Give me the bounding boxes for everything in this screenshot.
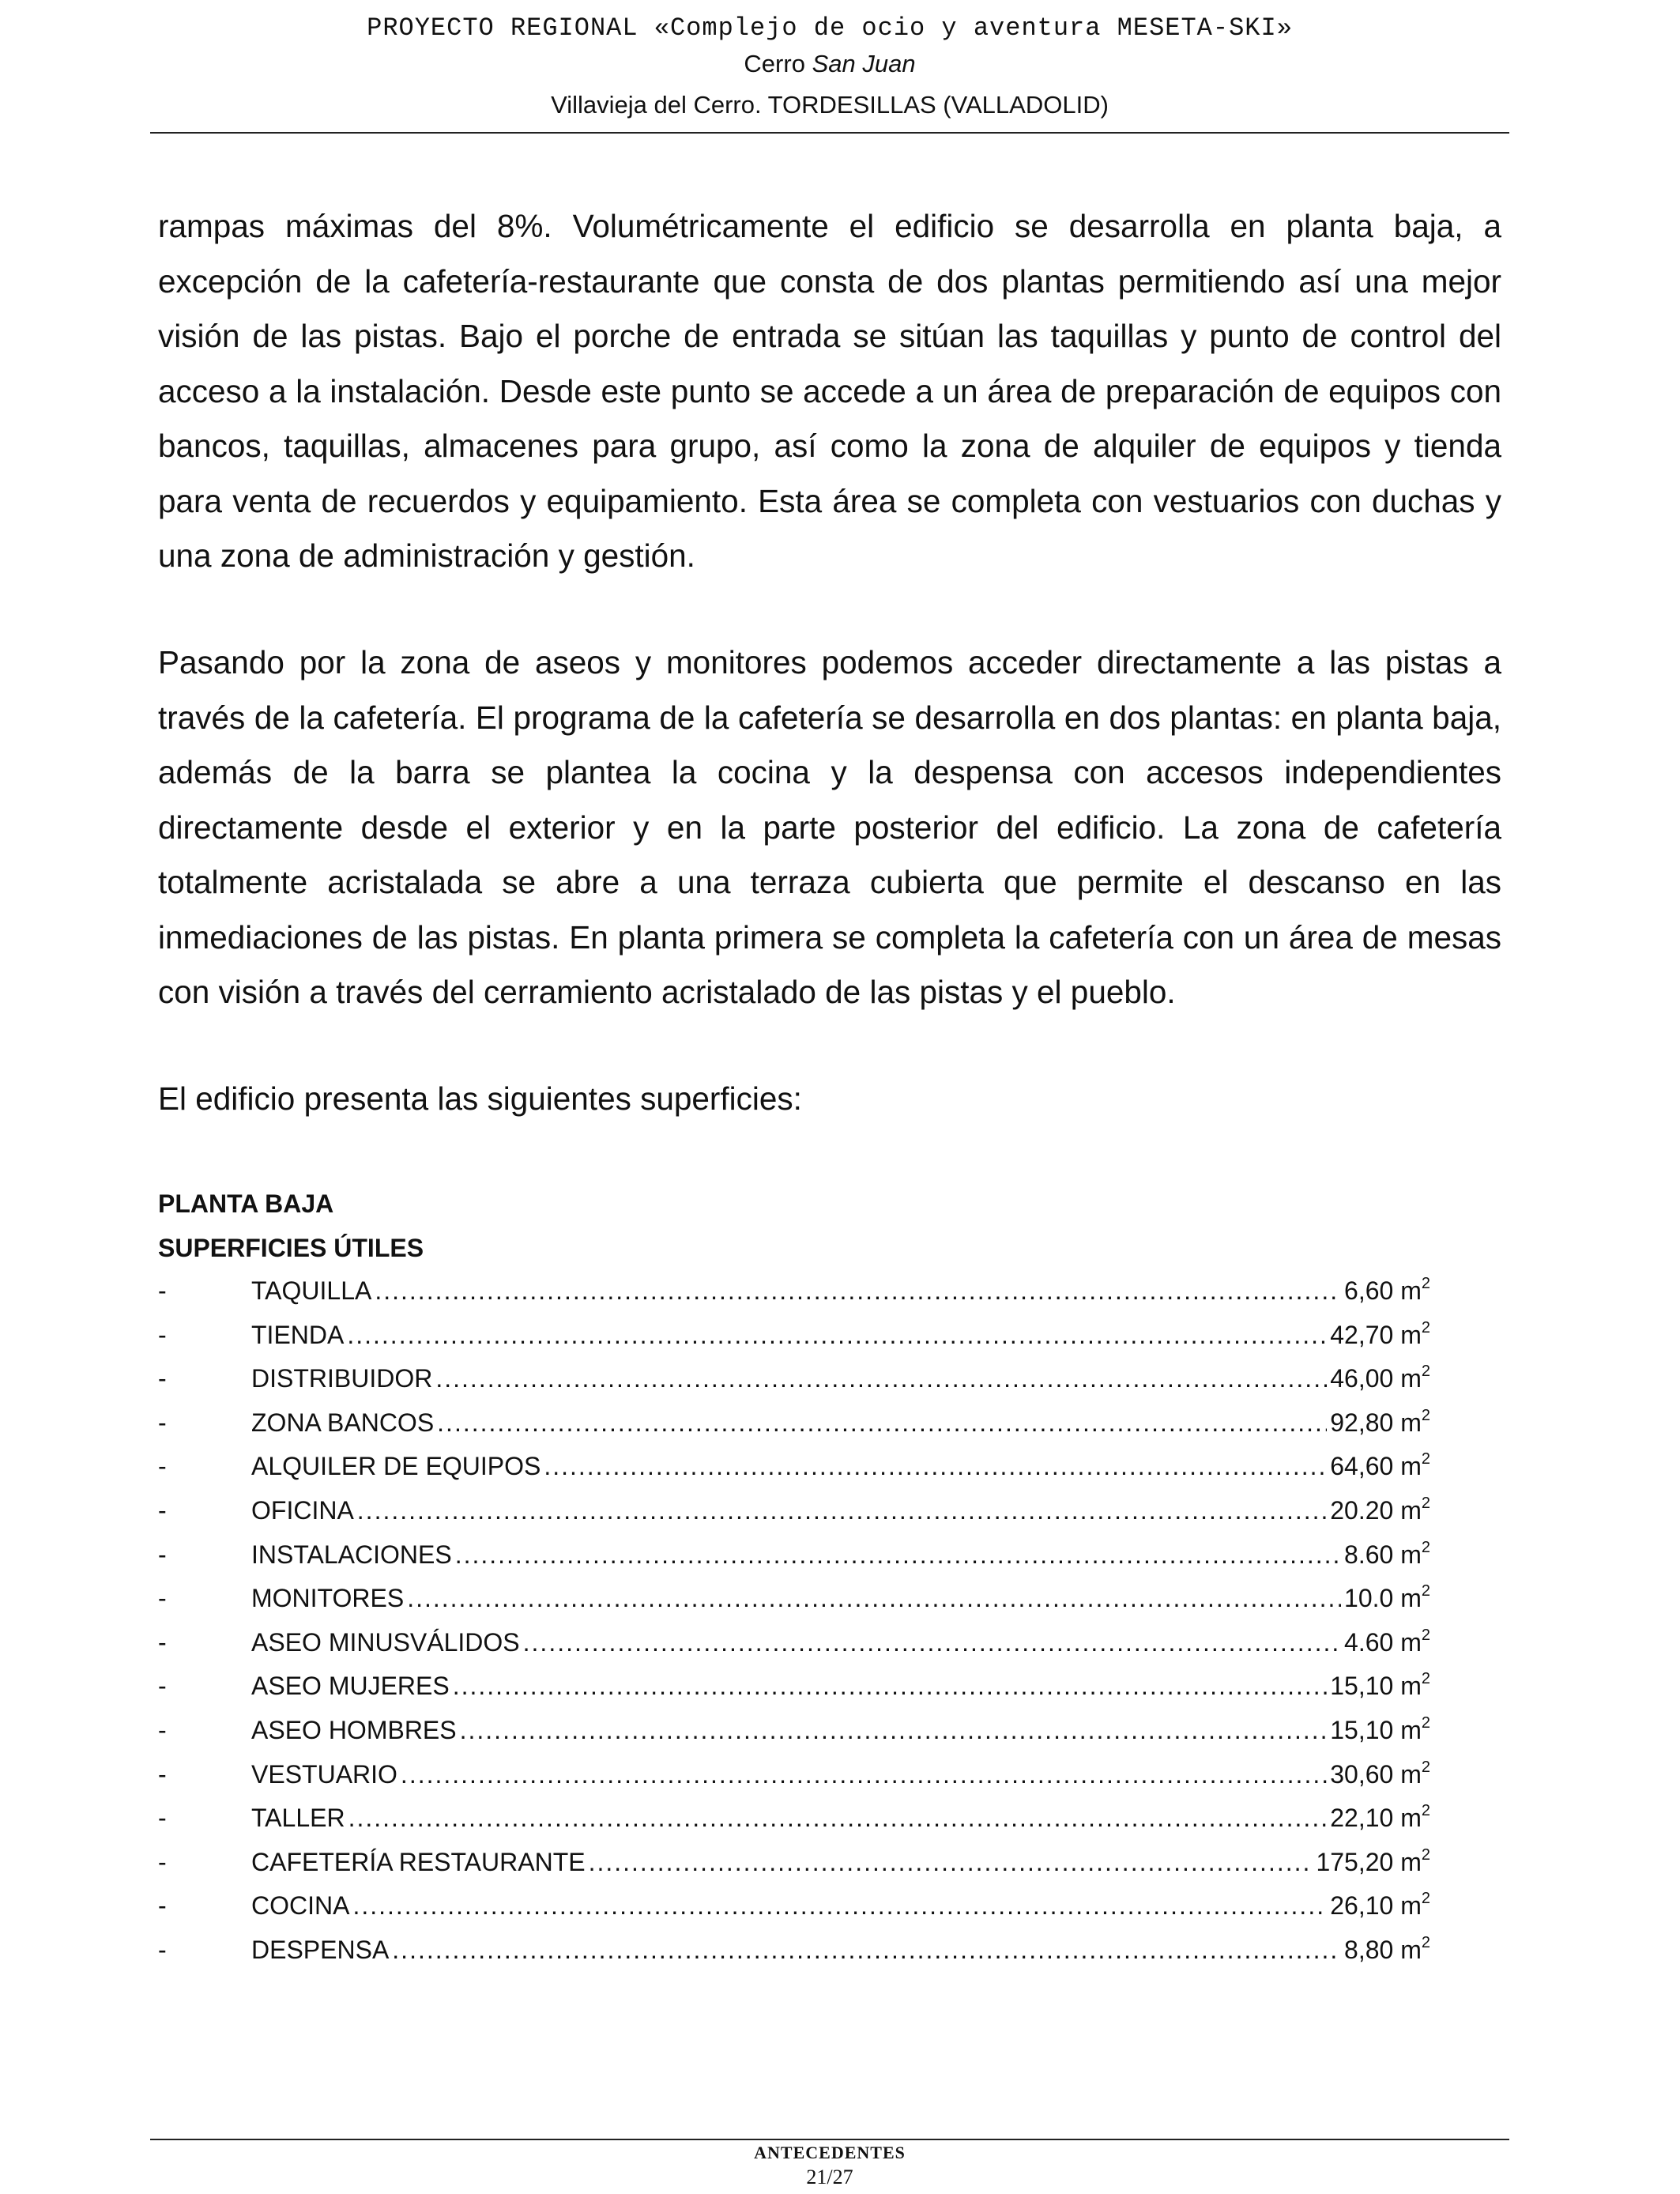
area-unit: m [1400,1935,1422,1964]
area-unit-exponent: 2 [1421,1933,1430,1951]
area-unit-exponent: 2 [1421,1450,1430,1468]
area-number: 22,10 [1330,1804,1394,1833]
dot-leader [544,1452,1327,1481]
area-value [1330,1759,1430,1789]
area-unit: m [1400,1495,1422,1525]
list-item [158,1450,1430,1495]
area-spacer [1393,1628,1400,1657]
area-number: 8,80 [1344,1935,1394,1964]
area-value [1330,1670,1430,1701]
area-spacer [1393,1364,1400,1393]
paragraph-1: rampas máximas del 8%. Volumétricamente el edificio se desarrolla en planta baja, a excepción de la cafetería-restaurante que consta de dos plantas permitiendo así una mejor visión de las pistas. Bajo el porche de entrada se sitúan las taquillas y punto de control del acceso a la instalación. Desde este punto se accede a un área de preparación de equipos con bancos, taquillas, almacenes para grupo, así como la zona de alquiler de equipos y tienda para venta de recuerdos y equipamiento. Esta área se completa con vestuarios con duchas y una zona de administración y gestión. [158,208,1501,574]
page-header [150,11,1509,123]
area-unit-exponent: 2 [1421,1494,1430,1512]
area-spacer [1393,1848,1400,1876]
area-label: ALQUILER DE EQUIPOS [251,1452,541,1481]
area-value [1344,1275,1430,1306]
list-item [158,1627,1430,1671]
area-unit-exponent: 2 [1421,1713,1430,1732]
area-unit-exponent: 2 [1421,1670,1430,1688]
list-bullet: - [158,1891,167,1921]
dot-leader [375,1276,1341,1306]
dot-leader [352,1891,1327,1921]
project-site-prefix: Cerro [744,50,812,77]
area-unit-exponent: 2 [1421,1406,1430,1424]
dot-leader [453,1672,1328,1701]
list-bullet: - [158,1320,167,1349]
area-value [1330,1495,1430,1525]
area-unit-exponent: 2 [1421,1275,1430,1292]
list-bullet: - [158,1408,167,1437]
list-item [158,1407,1430,1451]
area-list [158,1275,1430,1978]
dot-leader [401,1760,1327,1789]
area-unit: m [1400,1452,1422,1481]
area-unit: m [1400,1584,1422,1613]
list-bullet: - [158,1759,167,1789]
area-number: 26,10 [1330,1891,1394,1921]
area-spacer [1393,1891,1400,1920]
area-spacer [1393,1452,1400,1480]
area-unit: m [1400,1364,1422,1393]
list-item [158,1846,1430,1891]
area-label: ASEO MINUSVÁLIDOS [251,1627,520,1657]
list-bullet: - [158,1672,167,1701]
area-label: OFICINA [251,1495,354,1525]
paragraph-2: Pasando por la zona de aseos y monitores podemos acceder directamente a las pistas a través de la cafetería. El programa de la cafetería se desarrolla en dos plantas: en planta baja, además de la barra se plantea la cocina y la despensa con accesos independientes directamente desde el exterior y en la parte posterior del edificio. La zona de cafetería totalmente acristalada se abre a una terraza cubierta que permite el descanso en las inmediaciones de las pistas. En planta primera se completa la cafetería con un área de mesas con visión a través del cerramiento acristalado de las pistas y el pueblo. [158,644,1501,1010]
area-value [1344,1582,1430,1613]
area-spacer [1393,1408,1400,1437]
area-number: 175,20 [1316,1847,1394,1876]
area-unit-exponent: 2 [1421,1318,1430,1336]
dot-leader [407,1584,1341,1613]
project-site-name: San Juan [812,50,916,77]
area-value [1330,1450,1430,1481]
area-unit: m [1400,1408,1422,1437]
area-spacer [1393,1584,1400,1612]
area-number: 10.0 [1344,1584,1394,1613]
area-number: 6,60 [1344,1276,1394,1305]
area-unit: m [1400,1540,1422,1569]
list-item [158,1714,1430,1759]
area-value [1344,1934,1430,1965]
area-label: DESPENSA [251,1935,390,1964]
dot-leader [523,1628,1341,1657]
area-label: VESTUARIO [251,1759,397,1789]
area-number: 64,60 [1330,1452,1394,1481]
area-label: DISTRIBUIDOR [251,1364,433,1393]
area-value [1316,1846,1430,1877]
area-number: 8.60 [1344,1540,1394,1569]
list-item [158,1319,1430,1363]
list-item [158,1802,1430,1846]
list-item [158,1495,1430,1539]
paragraph-3: El edificio presenta las siguientes superficies: [158,1080,802,1117]
area-unit-exponent: 2 [1421,1626,1430,1644]
area-number: 92,80 [1330,1408,1394,1437]
area-unit: m [1400,1672,1422,1701]
area-value [1330,1319,1430,1350]
area-spacer [1393,1321,1400,1349]
area-unit: m [1400,1320,1422,1349]
list-bullet: - [158,1584,167,1613]
area-unit: m [1400,1891,1422,1921]
area-spacer [1393,1540,1400,1569]
list-bullet: - [158,1452,167,1481]
list-bullet: - [158,1540,167,1569]
area-label: TALLER [251,1804,345,1833]
area-unit: m [1400,1715,1422,1744]
area-value [1330,1363,1430,1393]
area-value [1330,1714,1430,1745]
area-number: 46,00 [1330,1364,1394,1393]
area-spacer [1393,1716,1400,1744]
area-unit-exponent: 2 [1421,1363,1430,1381]
area-label: ZONA BANCOS [251,1408,435,1437]
dot-leader [437,1408,1327,1438]
list-bullet: - [158,1804,167,1833]
page-number: 21/27 [806,2166,853,2188]
page-footer [150,2143,1509,2192]
area-spacer [1393,1672,1400,1700]
dot-leader [357,1496,1327,1525]
area-unit: m [1400,1847,1422,1876]
list-item [158,1890,1430,1934]
area-number: 15,10 [1330,1715,1394,1744]
area-number: 15,10 [1330,1672,1394,1701]
project-site [150,46,1509,82]
area-label: TAQUILLA [251,1276,372,1305]
footer-divider [150,2139,1509,2140]
subsection-title: SUPERFICIES ÚTILES [158,1234,424,1262]
list-bullet: - [158,1847,167,1876]
area-number: 42,70 [1330,1320,1394,1349]
area-spacer [1393,1936,1400,1964]
list-item [158,1934,1430,1978]
area-label: INSTALACIONES [251,1540,452,1569]
area-unit-exponent: 2 [1421,1890,1430,1908]
area-unit-exponent: 2 [1421,1538,1430,1556]
list-bullet: - [158,1935,167,1964]
area-label: CAFETERÍA RESTAURANTE [251,1847,586,1876]
area-unit: m [1400,1804,1422,1833]
list-bullet: - [158,1715,167,1744]
dot-leader [460,1716,1328,1745]
area-value [1344,1627,1430,1657]
list-item [158,1275,1430,1319]
area-label: ASEO HOMBRES [251,1715,457,1744]
area-unit-exponent: 2 [1421,1845,1430,1864]
area-value [1330,1802,1430,1833]
list-bullet: - [158,1276,167,1305]
list-item [158,1670,1430,1714]
list-item [158,1582,1430,1627]
area-unit: m [1400,1759,1422,1789]
project-location: Villavieja del Cerro. TORDESILLAS (VALLADOLID) [551,91,1109,119]
area-number: 20.20 [1330,1495,1394,1525]
dot-leader [455,1540,1341,1570]
dot-leader [348,1804,1328,1833]
dot-leader [347,1321,1327,1350]
list-bullet: - [158,1495,167,1525]
area-value [1344,1539,1430,1570]
area-label: COCINA [251,1891,350,1921]
list-bullet: - [158,1627,167,1657]
area-unit: m [1400,1627,1422,1657]
area-unit-exponent: 2 [1421,1582,1430,1600]
area-unit: m [1400,1276,1422,1305]
area-spacer [1393,1496,1400,1525]
section-title: PLANTA BAJA [158,1189,334,1218]
list-item [158,1539,1430,1583]
area-unit-exponent: 2 [1421,1758,1430,1776]
list-item [158,1363,1430,1407]
project-title: PROYECTO REGIONAL «Complejo de ocio y aventura MESETA-SKI» [367,13,1293,43]
footer-section: ANTECEDENTES [754,2143,906,2162]
area-unit-exponent: 2 [1421,1802,1430,1820]
area-label: TIENDA [251,1320,345,1349]
area-label: MONITORES [251,1584,405,1613]
area-number: 4.60 [1344,1627,1394,1657]
list-item [158,1759,1430,1803]
area-label: ASEO MUJERES [251,1672,450,1701]
dot-leader [392,1936,1341,1965]
dot-leader [589,1848,1313,1877]
area-spacer [1393,1760,1400,1789]
area-number: 30,60 [1330,1759,1394,1789]
dot-leader [435,1364,1327,1393]
area-spacer [1393,1276,1400,1305]
list-bullet: - [158,1364,167,1393]
area-value [1330,1407,1430,1438]
area-value [1330,1890,1430,1921]
header-divider [150,132,1509,134]
area-spacer [1393,1804,1400,1832]
